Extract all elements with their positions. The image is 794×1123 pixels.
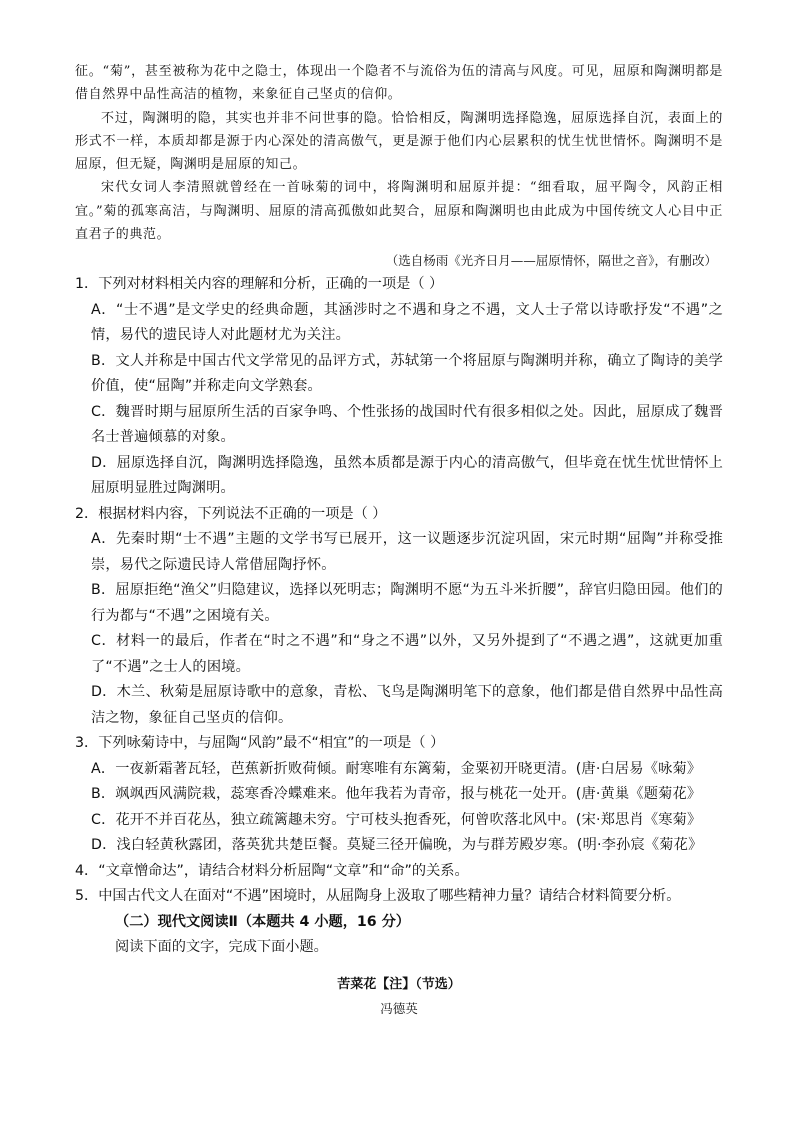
question-1 <box>75 272 723 502</box>
option-a: A．一夜新霜著瓦轻，芭蕉新折败荷倾。耐寒唯有东篱菊，金粟初开晓更清。(唐·白居易《咏菊》 <box>91 760 702 777</box>
passage-paragraph-3: 宋代女词人李清照就曾经在一首咏菊的词中，将陶渊明和屈原并提：“细看取，屈平陶令，风韵正相宜。”菊的孤寒高洁，与陶渊明、屈原的清高孤傲如此契合，屈原和陶渊明也由此成为中国传统文人心目中正直君子的典范。 <box>75 180 723 243</box>
section-heading: （二）现代文阅读Ⅱ（本题共 4 小题，16 分） <box>115 913 410 930</box>
question-5 <box>75 884 723 910</box>
passage-paragraph-2: 不过，陶渊明的隐，其实也并非不问世事的隐。恰恰相反，陶渊明选择隐逸，屈原选择自沉，表面上的形式不一样，本质却都是源于内心深处的清高傲气，更是源于他们内心层累积的忧生忧世情怀。陶渊明不是屈原，但无疑，陶渊明是屈原的知己。 <box>75 110 723 173</box>
section-instruction: 阅读下面的文字，完成下面小题。 <box>115 939 328 956</box>
question-stem: 2．根据材料内容，下列说法不正确的一项是（ ） <box>75 505 387 522</box>
option-d: D．屈原选择自沉，陶渊明选择隐逸，虽然本质都是源于内心的清高傲气，但毕竟在忧生忧世情怀上屈原明显胜过陶渊明。 <box>91 454 723 497</box>
document-page <box>75 60 723 1019</box>
question-stem: 1．下列对材料相关内容的理解和分析，正确的一项是（ ） <box>75 276 444 293</box>
question-stem: 3．下列咏菊诗中，与屈陶“风韵”最不“相宜”的一项是（ ） <box>75 735 445 752</box>
question-stem: 5．中国古代文人在面对“不遇”困境时，从屈陶身上汲取了哪些精神力量？请结合材料简要分析。 <box>75 888 681 905</box>
question-3 <box>75 731 723 859</box>
article-title: 苦菜花【注】（节选） <box>337 976 461 992</box>
option-d: D．浅白轻黄秋露团，落英犹共楚臣餐。莫疑三径开偏晚，为与群芳殿岁寒。(明·李孙宸《菊花》 <box>91 837 703 854</box>
question-4 <box>75 859 723 885</box>
question-stem: 4．“文章憎命达”，请结合材料分析屈陶“文章”和“命”的关系。 <box>75 862 469 879</box>
option-c: C．魏晋时期与屈原所生活的百家争鸣、个性张扬的战国时代有很多相似之处。因此，屈原成了魏晋名士普遍倾慕的对象。 <box>91 403 723 446</box>
passage-paragraph-1: 征。“菊”，甚至被称为花中之隐士，体现出一个隐者不与流俗为伍的清高与风度。可见，屈原和陶渊明都是借自然界中品性高洁的植物，来象征自己坚贞的信仰。 <box>75 64 723 103</box>
article-author: 冯德英 <box>380 1000 418 1016</box>
question-2 <box>75 502 723 732</box>
reading-passage <box>75 60 723 272</box>
option-c: C．材料一的最后，作者在“时之不遇”和“身之不遇”以外，又另外提到了“不遇之遇”，这就更加重了“不遇”之士人的困境。 <box>91 633 723 675</box>
option-c: C．花开不并百花丛，独立疏篱趣未穷。宁可枝头抱香死，何曾吹落北风中。(宋·郑思肖《寒菊》 <box>91 811 702 828</box>
option-b: B．文人并称是中国古代文学常见的品评方式，苏轼第一个将屈原与陶渊明并称，确立了陶诗的美学价值，使“屈陶”并称走向文学熟套。 <box>91 352 723 395</box>
option-a: A．“士不遇”是文学史的经典命题，其涵涉时之不遇和身之不遇，文人士子常以诗歌抒发“不遇”之情，易代的遗民诗人对此题材尤为关注。 <box>91 301 723 344</box>
option-b: B．屈原拒绝“渔父”归隐建议，选择以死明志；陶渊明不愿“为五斗米折腰”，辞官归隐田园。他们的行为都与“不遇”之困境有关。 <box>91 582 723 624</box>
question-list <box>75 272 723 1019</box>
passage-source: （选自杨雨《光齐日月——屈原情怀，隔世之音》，有删改） <box>385 253 717 269</box>
option-d: D．木兰、秋菊是屈原诗歌中的意象，青松、飞鸟是陶渊明笔下的意象，他们都是借自然界中品性高洁之物，象征自己坚贞的信仰。 <box>91 684 723 726</box>
option-b: B．飒飒西风满院栽，蕊寒香冷蝶难来。他年我若为青帝，报与桃花一处开。(唐·黄巢《题菊花》 <box>91 786 702 803</box>
option-a: A．先秦时期“士不遇”主题的文学书写已展开，这一议题逐步沉淀巩固，宋元时期“屈陶”并称受推崇，易代之际遗民诗人常借屈陶抒怀。 <box>91 531 723 573</box>
